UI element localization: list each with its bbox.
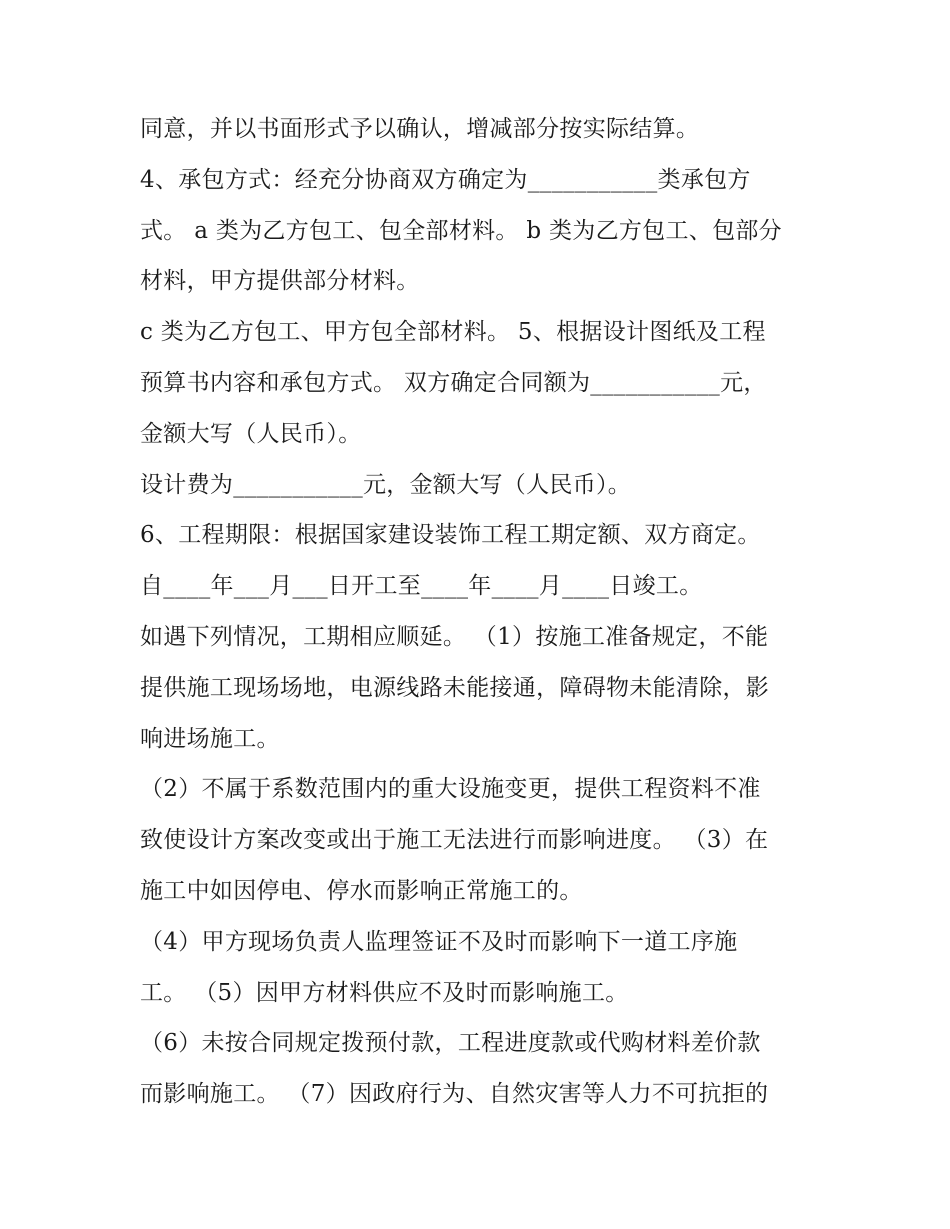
text-line: 致使设计方案改变或出于施工无法进行而影响进度。 （3）在 — [140, 827, 769, 854]
text-line: 6、工程期限：根据国家建设装饰工程工期定额、双方商定。 — [140, 522, 761, 549]
text-line: 响进场施工。 — [140, 725, 280, 752]
text-line: 设计费为___________元，金额大写（人民币）。 — [140, 471, 632, 498]
text-line: 提供施工现场场地，电源线路未能接通，障碍物未能清除，影 — [140, 674, 770, 701]
text-line: 同意，并以书面形式予以确认，增减部分按实际结算。 — [140, 116, 700, 142]
text-line: 预算书内容和承包方式。 双方确定合同额为___________元， — [140, 369, 767, 396]
text-line: 而影响施工。 （7）因政府行为、自然灾害等人力不可抗拒的 — [140, 1081, 769, 1108]
text-line: （6）未按合同规定拨预付款，工程进度款或代购材料差价款 — [140, 1030, 761, 1057]
text-line: 4、承包方式：经充分协商双方确定为___________类承包方 — [140, 166, 751, 193]
text-line: 金额大写（人民币）。 — [140, 420, 362, 447]
text-line: （2）不属于系数范围内的重大设施变更，提供工程资料不准 — [140, 776, 761, 803]
document-body — [140, 104, 820, 1120]
text-line: 施工中如因停电、停水而影响正常施工的。 — [140, 877, 583, 904]
text-line: 如遇下列情况，工期相应顺延。 （1）按施工准备规定，不能 — [140, 623, 769, 650]
text-line: 自____年___月___日开工至____年____月____日竣工。 — [140, 573, 703, 600]
text-line: 式。 a 类为乙方包工、包全部材料。 b 类为乙方包工、包部分 — [140, 217, 782, 244]
text-line: c 类为乙方包工、甲方包全部材料。 5、根据设计图纸及工程 — [140, 319, 766, 346]
text-line: （4）甲方现场负责人监理签证不及时而影响下一道工序施 — [140, 928, 738, 955]
text-line: 工。 （5）因甲方材料供应不及时而影响施工。 — [140, 979, 629, 1006]
text-line: 材料，甲方提供部分材料。 — [140, 268, 420, 295]
